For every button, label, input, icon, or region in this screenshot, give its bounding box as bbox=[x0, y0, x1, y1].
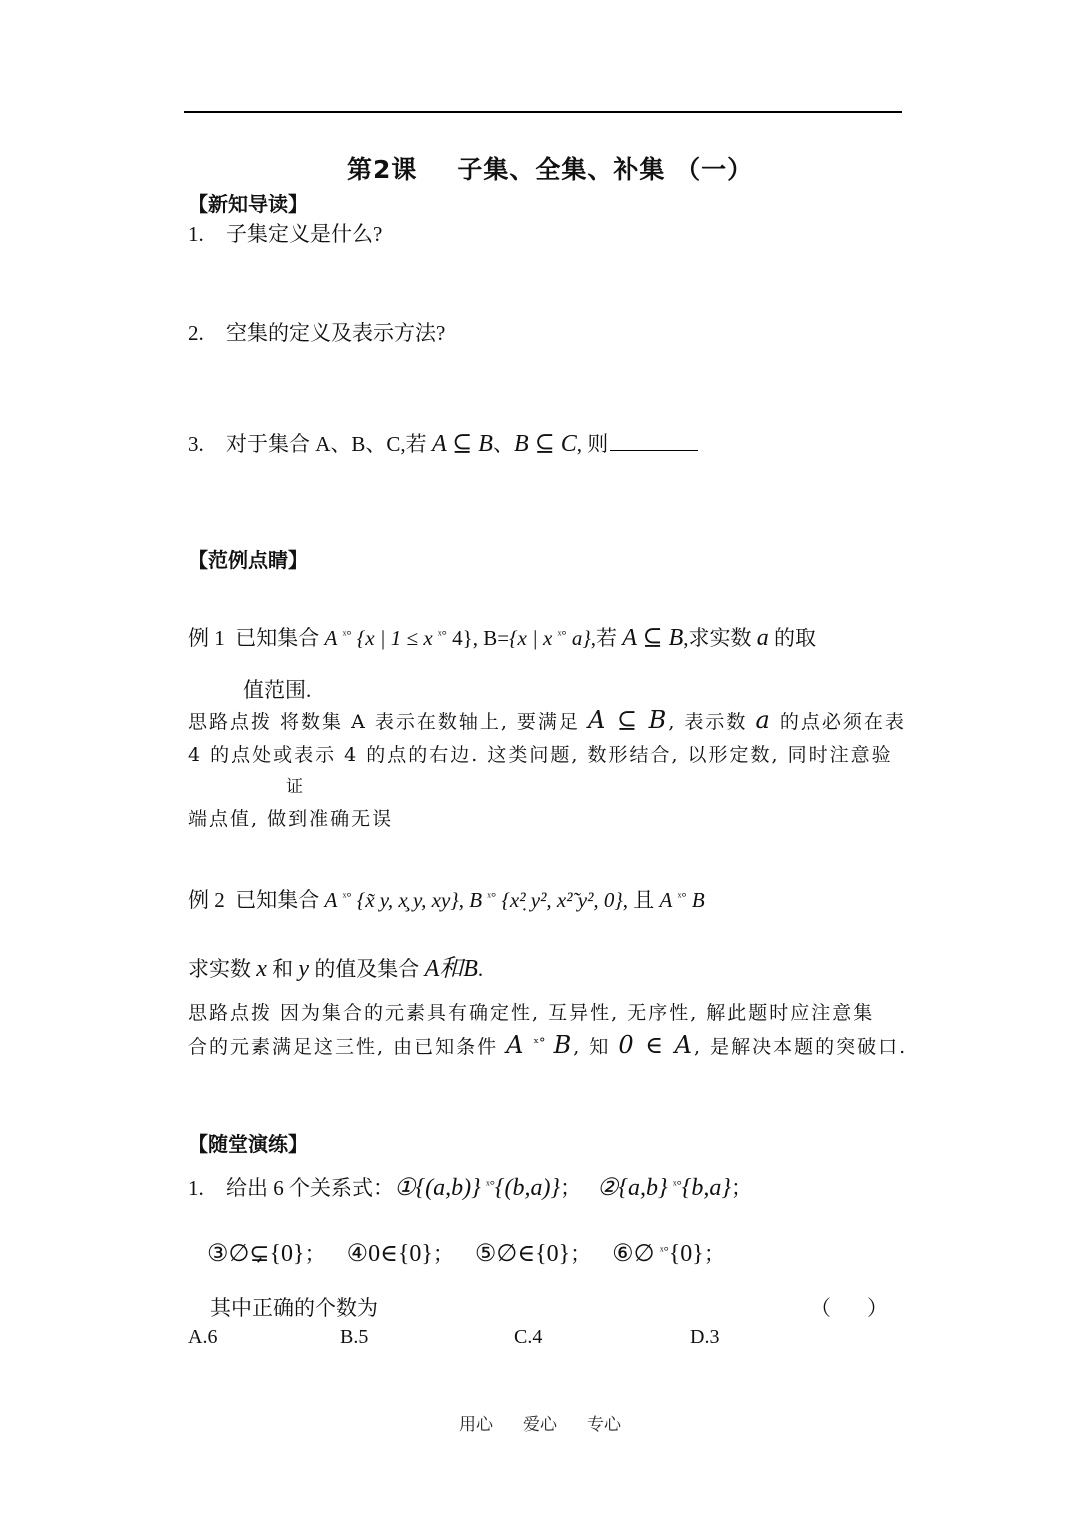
option-d: D.3 bbox=[690, 1326, 720, 1348]
example-1-hint-line-3: 证 bbox=[286, 777, 305, 797]
intro-question-1: 1. 子集定义是什么? bbox=[188, 222, 383, 246]
intro-question-2: 2. 空集的定义及表示方法? bbox=[188, 321, 446, 345]
option-a: A.6 bbox=[188, 1326, 218, 1348]
garbled-mark: ˣ° bbox=[342, 627, 352, 642]
option-c: C.4 bbox=[514, 1326, 543, 1348]
page-footer: 用心 爱心 专心 bbox=[459, 1415, 621, 1435]
example-1-line-2: 值范围. bbox=[243, 678, 312, 702]
intro-question-3: 3. 对于集合 A、B、C,若 A ⊆ B、B ⊆ C, 则 bbox=[188, 428, 698, 458]
example-2-hint-line-2: 合的元素满足这三性, 由已知条件 A $^{ˣ^\circ}$ B, 知 0 ∈ A, 是解决本题的突破口. bbox=[188, 1031, 908, 1059]
practice-question-1-prompt: 其中正确的个数为 bbox=[210, 1296, 378, 1320]
section-examples: 【范例点睛】 bbox=[188, 548, 308, 572]
section-intro: 【新知导读】 bbox=[188, 192, 308, 216]
page-title bbox=[347, 150, 753, 186]
example-1-hint-line-2: 4 的点处或表示 4 的点的右边. 这类问题, 数形结合, 以形定数, 同时注意验 bbox=[188, 744, 893, 766]
option-b: B.5 bbox=[340, 1326, 369, 1348]
example-2-line-2: 求实数 x 和 y 的值及集合 A和B. bbox=[188, 956, 484, 982]
title-topic: 子集、全集、补集 （一） bbox=[457, 155, 754, 184]
example-1-hint: 思路点拨 将数集 A 表示在数轴上, 要满足 A ⊆ B, 表示数 a 的点必须在表 bbox=[188, 706, 906, 734]
title-lesson: 第2课 bbox=[347, 155, 418, 184]
practice-question-1-relations: ③∅⊊{0}； ④0∈{0}； ⑤∅∈{0}； ⑥∅ $^{ˣ^\circ}${0}； bbox=[207, 1241, 725, 1267]
section-practice: 【随堂演练】 bbox=[188, 1132, 308, 1156]
example-1: 例 1 已知集合 A $^{ˣ^\circ}$ {x | 1 ≤ x $^{ˣ^\circ}$ 4}, B={x | x $^{ˣ^\circ}$ a},若 A ⊆ B,求实数 a 的取 bbox=[188, 625, 816, 651]
answer-parentheses: （ ） bbox=[810, 1296, 888, 1320]
practice-question-1: 1. 给出 6 个关系式：①{(a,b)} $^{ˣ^\circ}${(b,a)}； ②{a,b} $^{ˣ^\circ}${b,a}； bbox=[188, 1175, 752, 1201]
example-2-hint: 思路点拨 因为集合的元素具有确定性, 互异性, 无序性, 解此题时应注意集 bbox=[188, 1002, 875, 1024]
example-1-hint-line-4: 端点值, 做到准确无误 bbox=[188, 808, 394, 830]
header-rule bbox=[184, 111, 902, 113]
answer-blank bbox=[610, 432, 698, 451]
example-2: 例 2 已知集合 A $^{ˣ^\circ}$ {x̃ y, x̧ y, xy}, B $^{ˣ^\circ}$ {x²̣ y², x²̃ y², 0}, 且 A $^{ˣ^\circ}$ B bbox=[188, 888, 705, 912]
